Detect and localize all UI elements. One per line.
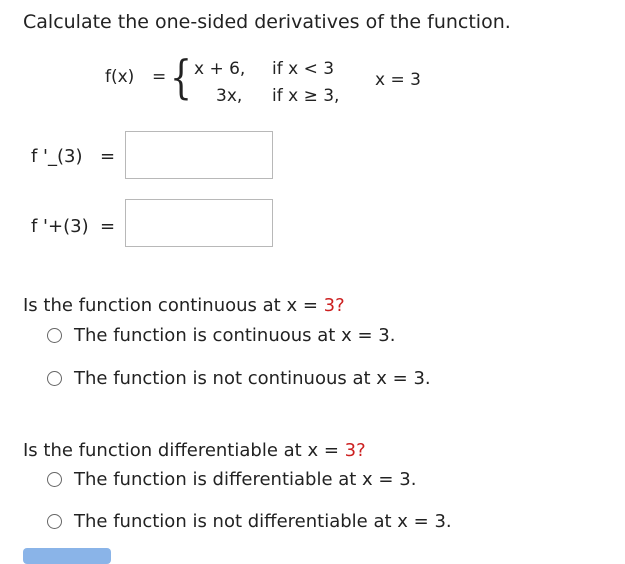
problem-prompt: Calculate the one-sided derivatives of the function. [23,11,511,33]
case1-expression: x + 6, [194,59,246,79]
evaluation-point: x = 3 [375,70,421,90]
case2-condition: if x ≥ 3, [272,86,340,106]
differentiability-question-value: 3? [344,440,366,461]
function-lhs: f(x) [105,67,135,87]
radio-button[interactable] [47,371,62,386]
radio-button[interactable] [47,514,62,529]
radio-button[interactable] [47,328,62,343]
differentiability-option-no[interactable]: The function is not differentiable at x = 3. [47,511,452,532]
differentiability-option-yes[interactable]: The function is differentiable at x = 3. [47,469,416,490]
left-derivative-input[interactable] [125,131,273,179]
continuity-option-yes[interactable]: The function is continuous at x = 3. [47,325,395,346]
case2-expression: 3x, [216,86,243,106]
brace-symbol: { [170,50,192,104]
right-derivative-input[interactable] [125,199,273,247]
function-equals: = [152,67,167,87]
radio-button[interactable] [47,472,62,487]
right-derivative-equals: = [100,216,116,237]
continuity-question-value: 3? [323,295,345,316]
left-derivative-label: f '_(3) [31,146,83,167]
case1-condition: if x < 3 [272,59,335,79]
differentiability-question: Is the function differentiable at x = 3? [23,440,366,461]
left-derivative-equals: = [100,146,116,167]
submit-button[interactable] [23,548,111,564]
right-derivative-label: f '+(3) [31,216,89,237]
continuity-question: Is the function continuous at x = 3? [23,295,345,316]
continuity-option-no[interactable]: The function is not continuous at x = 3. [47,368,431,389]
